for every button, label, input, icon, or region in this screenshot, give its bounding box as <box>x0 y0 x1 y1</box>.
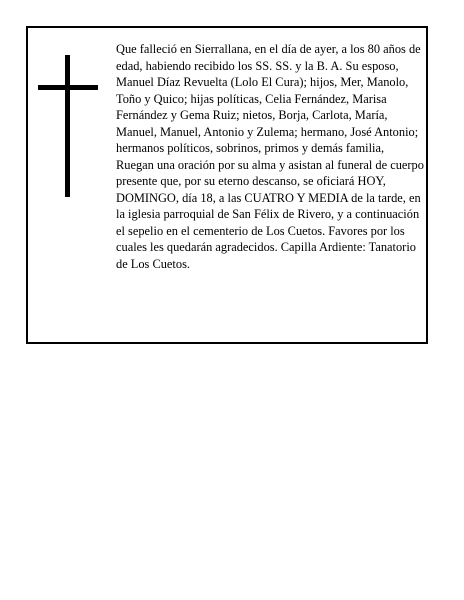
latin-cross-icon <box>38 55 98 197</box>
obituary-notice <box>26 26 428 344</box>
cross-vertical-bar <box>65 55 70 197</box>
notice-paragraph-family: Que falleció en Sierrallana, en el día de ayer, a los 80 años de edad, habiendo recibido los SS. SS. y la B. A. Su esposo, Manuel Díaz Revuelta (Lolo El Cura); hijos, Mer, Manolo, Toño y Quico; hijas políticas, Celia Fernández, Marisa Fernández y Gema Ruiz; nietos, Borja, Carlota, María, Manuel, Manuel, Antonio y Zulema; hermano, José Antonio; hermanos políticos, sobrinos, primos y demás familia, <box>116 42 421 155</box>
notice-paragraph-funeral: Ruegan una oración por su alma y asistan al funeral de cuerpo presente que, por su eterno descanso, se oficiará HOY, DOMINGO, día 18, a las CUATRO Y MEDIA de la tarde, en la iglesia parroquial de San Félix de Rivero, y a continuación el sepelio en el cementerio de Los Cuetos. Favores por los cuales les quedarán agradecidos. Capilla Ardiente: Tanatorio de Los Cuetos. <box>116 157 424 271</box>
notice-text <box>116 41 428 272</box>
cross-horizontal-bar <box>38 85 98 90</box>
